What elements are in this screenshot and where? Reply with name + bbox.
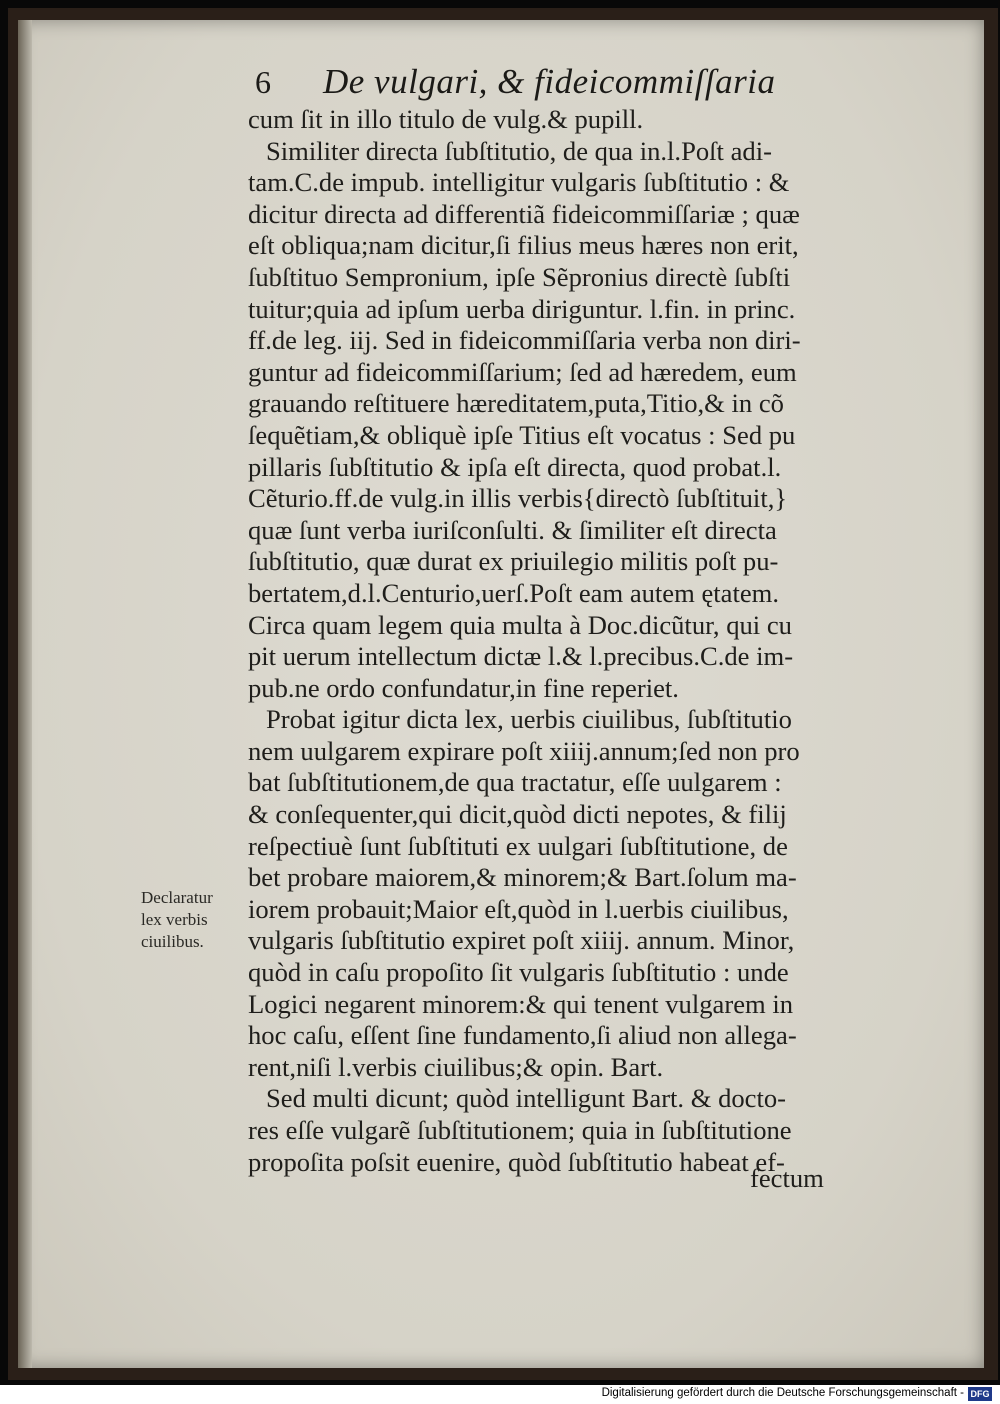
text-line: quòd in caſu propoſito ſit vulgaris ſubſtitutio : unde (248, 957, 789, 988)
text-line: tuitur;quia ad ipſum uerba diriguntur. l.fin. in princ. (248, 293, 796, 324)
text-line: guntur ad fideicommiſſarium; ſed ad hæredem, eum (248, 356, 797, 387)
text-line: Circa quam legem quia multa à Doc.dicũtur, qui cu (248, 609, 792, 640)
footer-bar (0, 1385, 1000, 1404)
text-line: bet probare maiorem,& minorem;& Bart.ſolum ma- (248, 862, 797, 893)
text-line: grauando reſtituere hæreditatem,puta,Titio,& in cõ (248, 388, 784, 419)
text-line: quæ ſunt verba iuriſconſulti. & ſimiliter eſt directa (248, 514, 777, 545)
text-line: cum ſit in illo titulo de vulg.& pupill. (248, 104, 644, 134)
text-line: Sed multi dicunt; quòd intelligunt Bart. & docto- (266, 1083, 787, 1114)
text-line: pillaris ſubſtitutio & ipſa eſt directa, quod probat.l. (248, 451, 782, 482)
text-line: rent,niſi l.verbis ciuilibus;& opin. Bart. (248, 1051, 664, 1082)
text-line: dicitur directa ad differentiã fideicommiſſariæ ; quæ (248, 198, 800, 229)
catchword: fectum (750, 1163, 824, 1193)
text-line: vulgaris ſubſtitutio expiret poſt xiiij. annum. Minor, (248, 925, 795, 956)
text-line: propoſita poſsit euenire, quòd ſubſtitutio habeat ef- (248, 1146, 785, 1177)
dfg-logo: DFG (968, 1387, 992, 1401)
body-text (248, 104, 878, 1178)
text-line: pub.ne ordo confundatur,in fine reperiet. (248, 672, 679, 703)
text-line: Cẽturio.ff.de vulg.in illis verbis{directò ſubſtituit,} (248, 483, 788, 514)
text-line: eſt obliqua;nam dicitur,ſi filius meus hæres non erit, (248, 230, 799, 261)
margin-note-line: lex verbis (141, 910, 208, 929)
text-line: Logici negarent minorem:& qui tenent vulgarem in (248, 988, 794, 1019)
text-line: hoc caſu, eſſent ſine fundamento,ſi aliud non allega- (248, 1020, 797, 1051)
margin-note (141, 887, 243, 953)
text-line: pit uerum intellectum dictæ l.& l.precibus.C.de im- (248, 641, 794, 672)
margin-note-line: Declaratur (141, 888, 213, 907)
text-line: res eſſe vulgarẽ ſubſtitutionem; quia in ſubſtitutione (248, 1115, 792, 1145)
footer-credit: Digitalisierung gefördert durch die Deutsche Forschungsgemeinschaft - (601, 1387, 964, 1399)
text-line: bat ſubſtitutionem,de qua tractatur, eſſe uulgarem : (248, 767, 782, 798)
page-number: 6 (255, 64, 271, 100)
text-line: Similiter directa ſubſtitutio, de qua in.l.Poſt adi- (266, 135, 772, 166)
page-gutter (18, 20, 32, 1368)
running-title: De vulgari, & fideicommiſſaria (323, 62, 776, 101)
text-line: Probat igitur dicta lex, uerbis ciuilibus, ſubſtitutio (266, 704, 792, 735)
text-line: & conſequenter,qui dicit,quòd dicti nepotes, & filij (248, 799, 787, 830)
text-line: ſequẽtiam,& obliquè ipſe Titius eſt vocatus : Sed pu (248, 419, 796, 450)
text-line: reſpectiuè ſunt ſubſtituti ex uulgari ſubſtitutione, de (248, 830, 788, 861)
text-line: tam.C.de impub. intelligitur vulgaris ſubſtitutio : & (248, 167, 790, 198)
text-line: bertatem,d.l.Centurio,uerſ.Poſt eam autem ętatem. (248, 577, 779, 608)
text-line: ſubſtituo Sempronium, ipſe Sẽpronius directè ſubſti (248, 261, 791, 292)
margin-note-line: ciuilibus. (141, 932, 204, 951)
text-line: ſubſtitutio, quæ durat ex priuilegio militis poſt pu- (248, 546, 779, 577)
text-line: nem uulgarem expirare poſt xiiij.annum;ſed non pro (248, 735, 800, 766)
page-header (255, 62, 875, 106)
text-line: ff.de leg. iij. Sed in fideicommiſſaria verba non diri- (248, 325, 801, 356)
text-line: iorem probauit;Maior eſt,quòd in l.uerbis ciuilibus, (248, 893, 789, 924)
